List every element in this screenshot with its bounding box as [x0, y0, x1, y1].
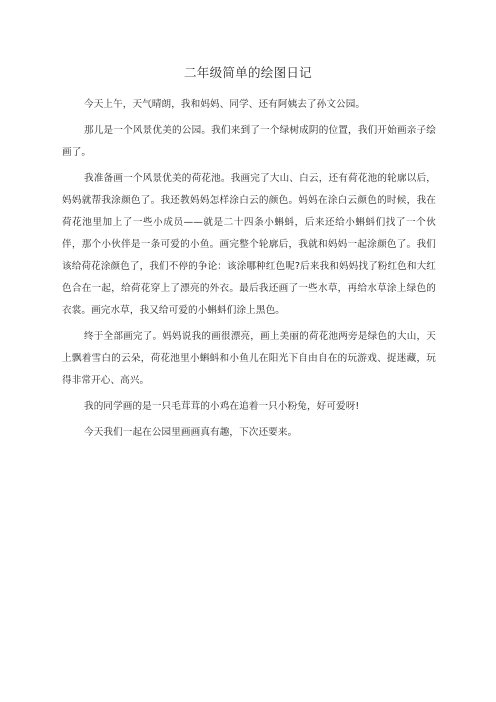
paragraph: 今天我们一起在公园里画画真有趣，下次还要来。 [84, 427, 298, 438]
paragraph: 那儿是一个风景优美的公园。我们来到了一个绿树成阴的位置，我们开始画亲子绘画了。 [62, 125, 436, 158]
paragraph: 我准备画一个风景优美的荷花池。我画完了大山、白云，还有荷花池的轮廓以后，妈妈就帮我涂颜色了。我还教妈妈怎样涂白云的颜色。妈妈在涂白云颜色的时候，我在荷花池里加上了一些小成员——就是二十四条小蝌蚪，后来还给小蝌蚪们找了一个伙伴，那个小伙伴是一条可爱的小鱼。画完整个轮廓后，我就和妈妈一起涂颜色了。我们该给荷花涂颜色了，我们不停的争论：该涂哪种红色呢?后来我和妈妈找了粉红色和大红色合在一起，给荷花穿上了漂亮的外衣。最后我还画了一些水草，再给水草涂上绿色的衣裳。画完水草，我又给可爱的小蝌蚪们涂上黑色。 [62, 173, 436, 316]
paragraph: 今天上午，天气晴朗，我和妈妈、同学、还有阿姨去了孙文公园。 [84, 99, 366, 110]
paragraph: 我的同学画的是一只毛茸茸的小鸡在追着一只小粉兔，好可爱呀! [84, 401, 360, 412]
paragraph: 终于全部画完了。妈妈说我的画很漂亮，画上美丽的荷花池两旁是绿色的大山，天上飘着雪白的云朵，荷花池里小蝌蚪和小鱼儿在阳光下自由自在的玩游戏、捉迷藏，玩得非常开心、高兴。 [62, 331, 436, 386]
document-body [62, 94, 436, 448]
document-title: 二年级简单的绘图日记 [183, 65, 312, 80]
